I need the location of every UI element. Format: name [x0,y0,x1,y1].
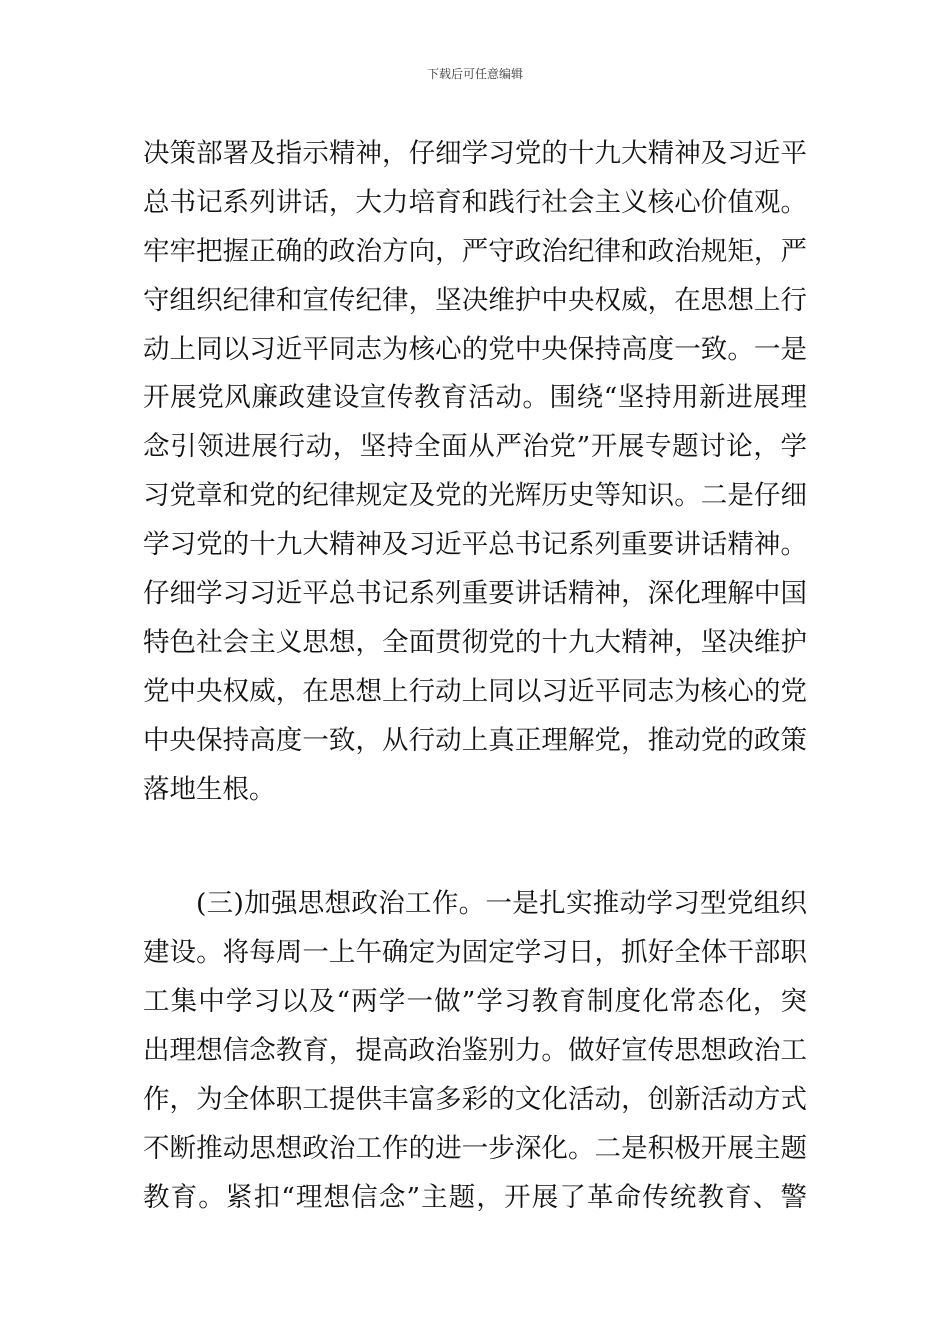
text-line: 特色社会主义思想，全面贯彻党的十九大精神，坚决维护 [143,626,807,658]
text-line: 守组织纪律和宣传纪律，坚决维护中央权威，在思想上行 [143,284,807,316]
text-line: 党中央权威，在思想上行动上同以习近平同志为核心的党 [143,675,807,707]
text-line: 教育。紧扣“理想信念”主题，开展了革命传统教育、警 [143,1181,807,1213]
text-line: 仔细学习习近平总书记系列重要讲话精神，深化理解中国 [143,578,807,610]
paragraph-1 [143,130,807,814]
text-line: 作，为全体职工提供丰富多彩的文化活动，创新活动方式 [143,1084,807,1116]
page-header: 下载后可任意编辑 [426,67,523,81]
text-line: (三)加强思想政治工作。一是扎实推动学习型党组织 [196,888,807,920]
text-line: 总书记系列讲话，大力培育和践行社会主义核心价值观。 [143,186,807,218]
text-line: 工集中学习以及“两学一做”学习教育制度化常态化，突 [143,986,807,1018]
text-line: 念引领进展行动，坚持全面从严治党”开展专题讨论，学 [143,431,807,463]
paragraph-gap [143,814,807,880]
text-line: 中央保持高度一致，从行动上真正理解党，推动党的政策 [143,724,807,756]
text-line: 习党章和党的纪律规定及党的光辉历史等知识。二是仔细 [143,480,807,512]
text-line: 不断推动思想政治工作的进一步深化。二是积极开展主题 [143,1132,807,1164]
document-body [143,130,807,1223]
text-line: 落地生根。 [143,773,276,805]
text-line: 牢牢把握正确的政治方向，严守政治纪律和政治规矩，严 [143,235,807,267]
text-line: 动上同以习近平同志为核心的党中央保持高度一致。一是 [143,333,807,365]
text-line: 出理想信念教育，提高政治鉴别力。做好宣传思想政治工 [143,1035,807,1067]
text-line: 开展党风廉政建设宣传教育活动。围绕“坚持用新进展理 [143,382,807,414]
paragraph-2 [143,880,807,1222]
text-line: 建设。将每周一上午确定为固定学习日，抓好全体干部职 [143,937,807,969]
text-line: 学习党的十九大精神及习近平总书记系列重要讲话精神。 [143,529,807,561]
text-line: 决策部署及指示精神，仔细学习党的十九大精神及习近平 [143,138,807,169]
